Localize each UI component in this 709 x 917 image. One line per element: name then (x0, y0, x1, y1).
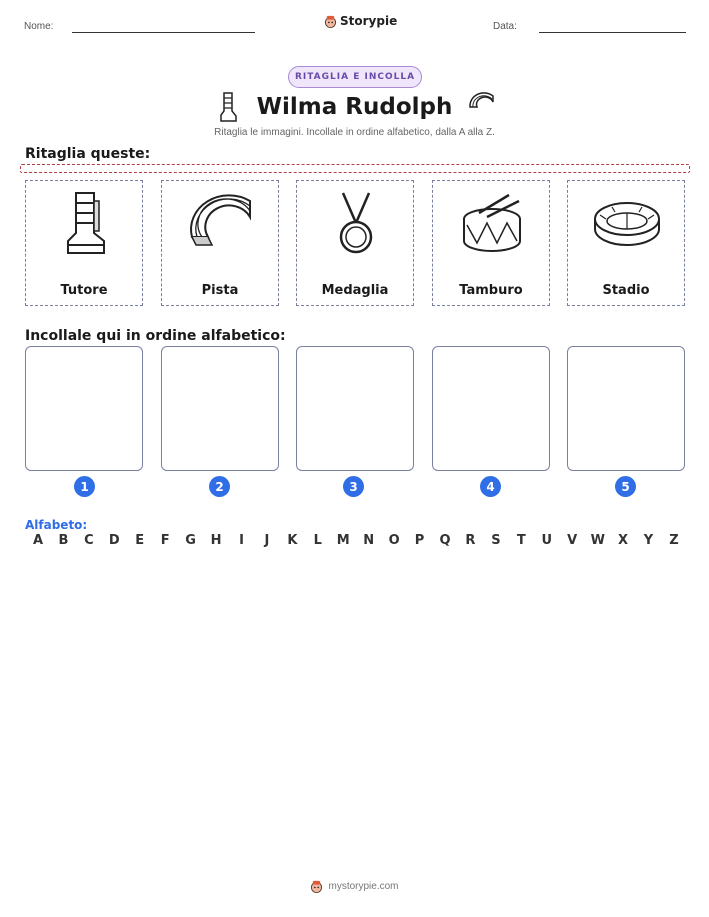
alphabet-letter: P (414, 533, 425, 548)
date-label: Data: (493, 21, 517, 32)
alphabet-letter: F (160, 533, 170, 548)
alphabet-letter: S (491, 533, 501, 548)
alphabet-letter: Y (643, 533, 654, 548)
card-label: Stadio (602, 283, 650, 298)
cut-card-tutore[interactable] (25, 180, 143, 306)
alphabet-letter: R (465, 533, 476, 548)
alphabet-letter: X (618, 533, 629, 548)
alphabet-letter: U (541, 533, 553, 548)
paste-slot-2[interactable] (161, 346, 279, 471)
alphabet-letter: C (84, 533, 94, 548)
slot-number-badge: 5 (615, 476, 636, 497)
name-label: Nome: (24, 21, 54, 32)
alphabet-letter: T (516, 533, 526, 548)
alphabet-letter: Q (439, 533, 451, 548)
footer (0, 880, 709, 893)
alphabet-letter: M (336, 533, 350, 548)
slot-number-badge: 2 (209, 476, 230, 497)
paste-slot-5[interactable] (567, 346, 685, 471)
leg-brace-icon (50, 189, 120, 261)
alphabet-letter: G (185, 533, 196, 548)
alphabet-letter: W (590, 533, 605, 548)
alphabet-letter: B (58, 533, 69, 548)
card-label: Tutore (60, 283, 108, 298)
alphabet-letter: J (264, 533, 270, 548)
alphabet-letter: L (313, 533, 322, 548)
slot-number-badge: 1 (74, 476, 95, 497)
stadium-icon (592, 189, 662, 261)
alphabet-letter: I (239, 533, 244, 548)
footer-url[interactable]: mystorypie.com (328, 881, 399, 892)
card-label: Medaglia (321, 283, 389, 298)
alphabet-letter: E (135, 533, 145, 548)
slot-number-badge: 3 (343, 476, 364, 497)
cut-heading: Ritaglia queste: (25, 146, 151, 162)
storypie-mascot-icon (310, 880, 323, 893)
alphabet-letter: H (210, 533, 222, 548)
storypie-mascot-icon (324, 15, 337, 28)
track-icon (186, 189, 256, 261)
card-label: Tamburo (459, 283, 523, 298)
paste-heading: Incollale qui in ordine alfabetico: (25, 328, 286, 344)
brand-logo (324, 14, 397, 28)
card-label: Pista (201, 283, 239, 298)
alphabet-letter: O (388, 533, 400, 548)
date-line[interactable] (539, 32, 686, 33)
paste-slot-4[interactable] (432, 346, 550, 471)
alphabet-heading: Alfabeto: (25, 518, 88, 532)
paste-slot-3[interactable] (296, 346, 414, 471)
cut-line (20, 164, 690, 173)
cut-card-pista[interactable] (161, 180, 279, 306)
medal-icon (321, 189, 391, 261)
cut-card-tamburo[interactable] (432, 180, 550, 306)
alphabet-letter: V (567, 533, 578, 548)
cut-card-medaglia[interactable] (296, 180, 414, 306)
alphabet-row (31, 533, 681, 548)
alphabet-letter: N (363, 533, 375, 548)
cut-card-stadio[interactable] (567, 180, 685, 306)
paste-slot-1[interactable] (25, 346, 143, 471)
activity-badge: RITAGLIA E INCOLLA (288, 66, 422, 88)
page-title: Wilma Rudolph (256, 94, 453, 120)
leg-brace-icon (213, 91, 243, 123)
alphabet-letter: Z (669, 533, 679, 548)
name-line[interactable] (72, 32, 255, 33)
title-row (0, 91, 709, 123)
instructions: Ritaglia le immagini. Incollale in ordine alfabetico, dalla A alla Z. (214, 127, 495, 138)
brand-name: Storypie (340, 14, 398, 28)
alphabet-letter: A (32, 533, 44, 548)
slot-number-badge: 4 (480, 476, 501, 497)
track-icon (466, 91, 496, 123)
alphabet-letter: K (287, 533, 298, 548)
drum-icon (457, 189, 527, 261)
alphabet-letter: D (108, 533, 120, 548)
